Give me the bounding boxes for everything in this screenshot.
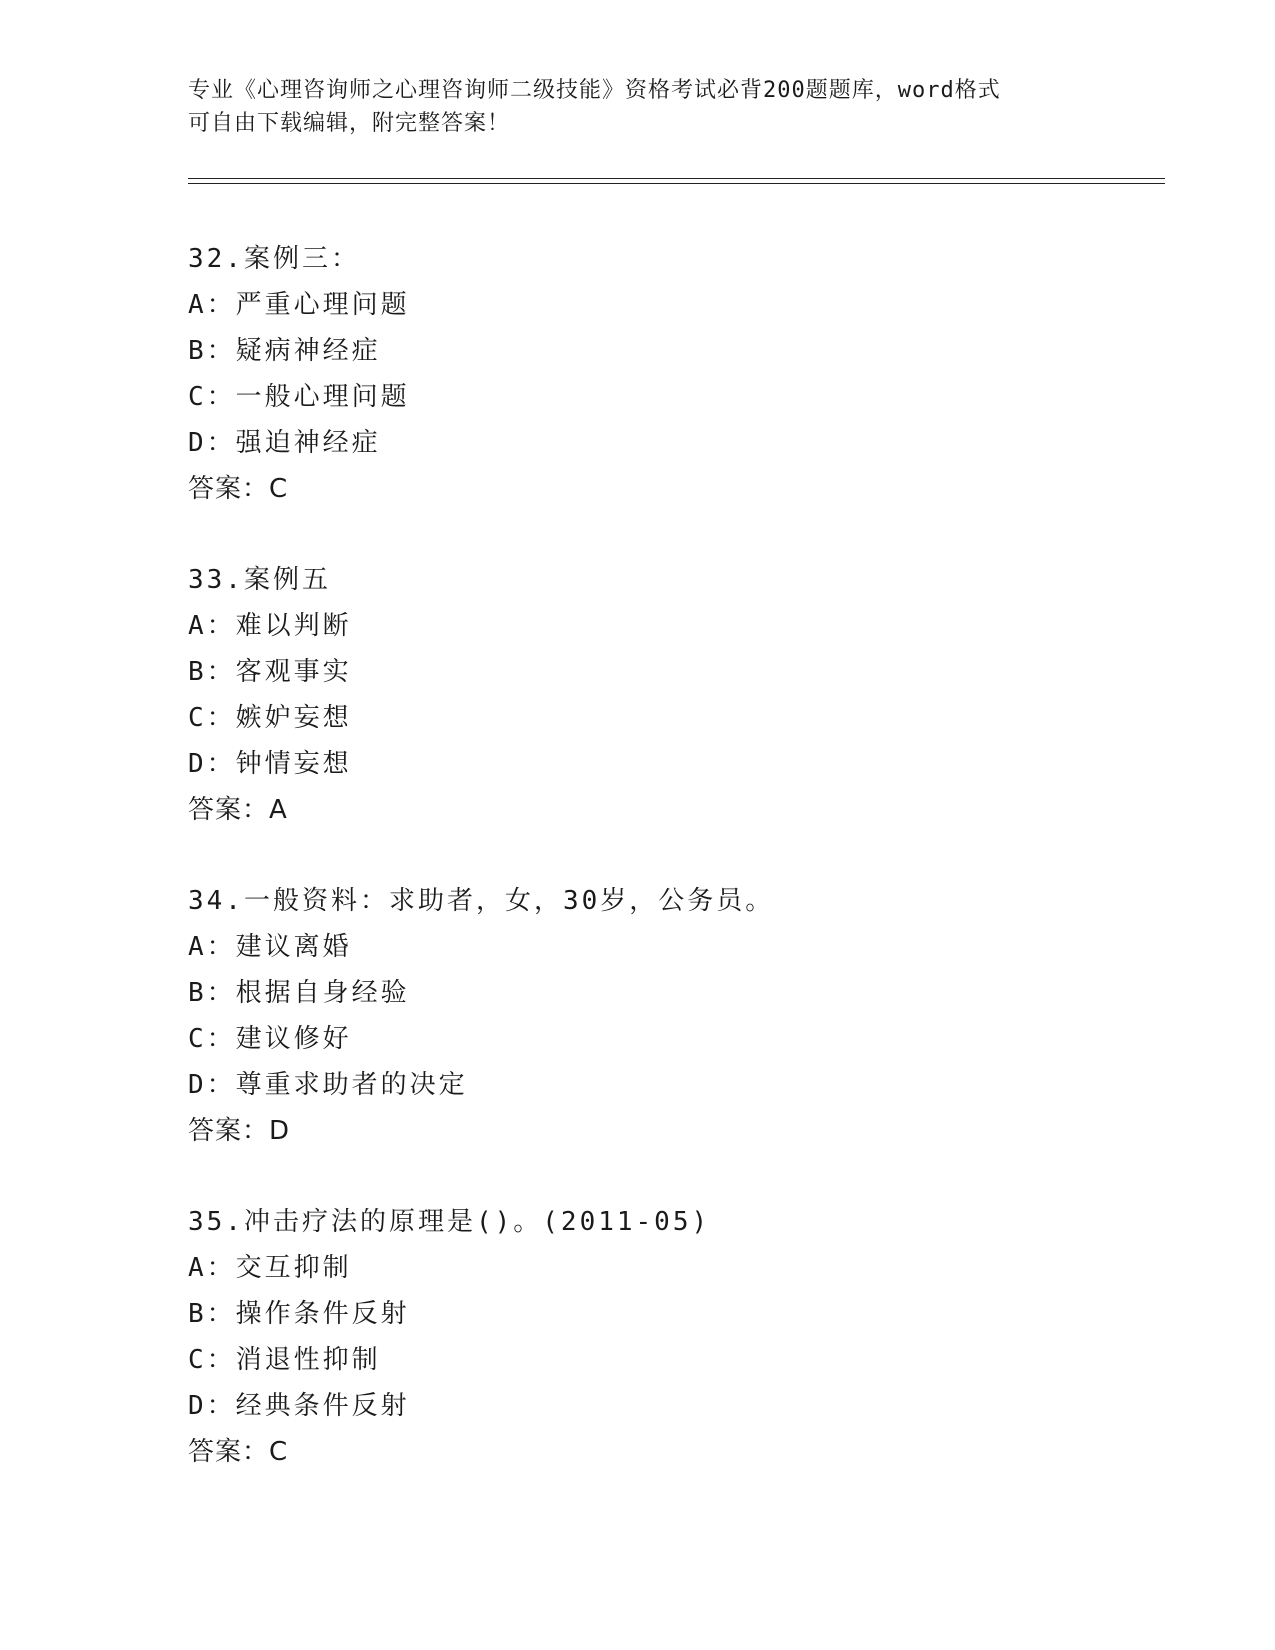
question-34 xyxy=(188,878,1168,1154)
option-a: A：难以判断 xyxy=(188,611,352,641)
question-stem: 32.案例三： xyxy=(188,244,360,274)
option-c: C：一般心理问题 xyxy=(188,382,410,412)
option-d: D：强迫神经症 xyxy=(188,428,381,458)
answer-line: 答案：C xyxy=(188,1437,289,1467)
header-line-2: 可自由下载编辑，附完整答案！ xyxy=(188,111,511,136)
option-c: C：建议修好 xyxy=(188,1024,352,1054)
option-c: C：消退性抑制 xyxy=(188,1345,381,1375)
option-d: D：钟情妄想 xyxy=(188,749,352,779)
header-line-1: 专业《心理咨询师之心理咨询师二级技能》资格考试必背200题题库，word格式 xyxy=(188,78,1001,103)
answer-line: 答案：C xyxy=(188,474,289,504)
option-d: D：尊重求助者的决定 xyxy=(188,1070,468,1100)
document-header xyxy=(188,74,1088,140)
answer-line: 答案：A xyxy=(188,795,288,825)
question-33 xyxy=(188,557,1168,833)
question-35 xyxy=(188,1199,1168,1475)
question-stem: 35.冲击疗法的原理是()。(2011-05) xyxy=(188,1207,711,1237)
option-d: D：经典条件反射 xyxy=(188,1391,410,1421)
option-c: C：嫉妒妄想 xyxy=(188,703,352,733)
option-b: B：疑病神经症 xyxy=(188,336,381,366)
option-b: B：客观事实 xyxy=(188,657,352,687)
question-stem: 33.案例五 xyxy=(188,565,331,595)
question-stem: 34.一般资料：求助者，女，30岁，公务员。 xyxy=(188,886,775,916)
answer-line: 答案：D xyxy=(188,1116,291,1146)
option-a: A：交互抑制 xyxy=(188,1253,352,1283)
option-a: A：严重心理问题 xyxy=(188,290,410,320)
header-divider-top xyxy=(188,178,1165,179)
option-a: A：建议离婚 xyxy=(188,932,352,962)
option-b: B：根据自身经验 xyxy=(188,978,410,1008)
question-32 xyxy=(188,236,1168,512)
option-b: B：操作条件反射 xyxy=(188,1299,410,1329)
header-divider-bottom xyxy=(188,183,1165,184)
